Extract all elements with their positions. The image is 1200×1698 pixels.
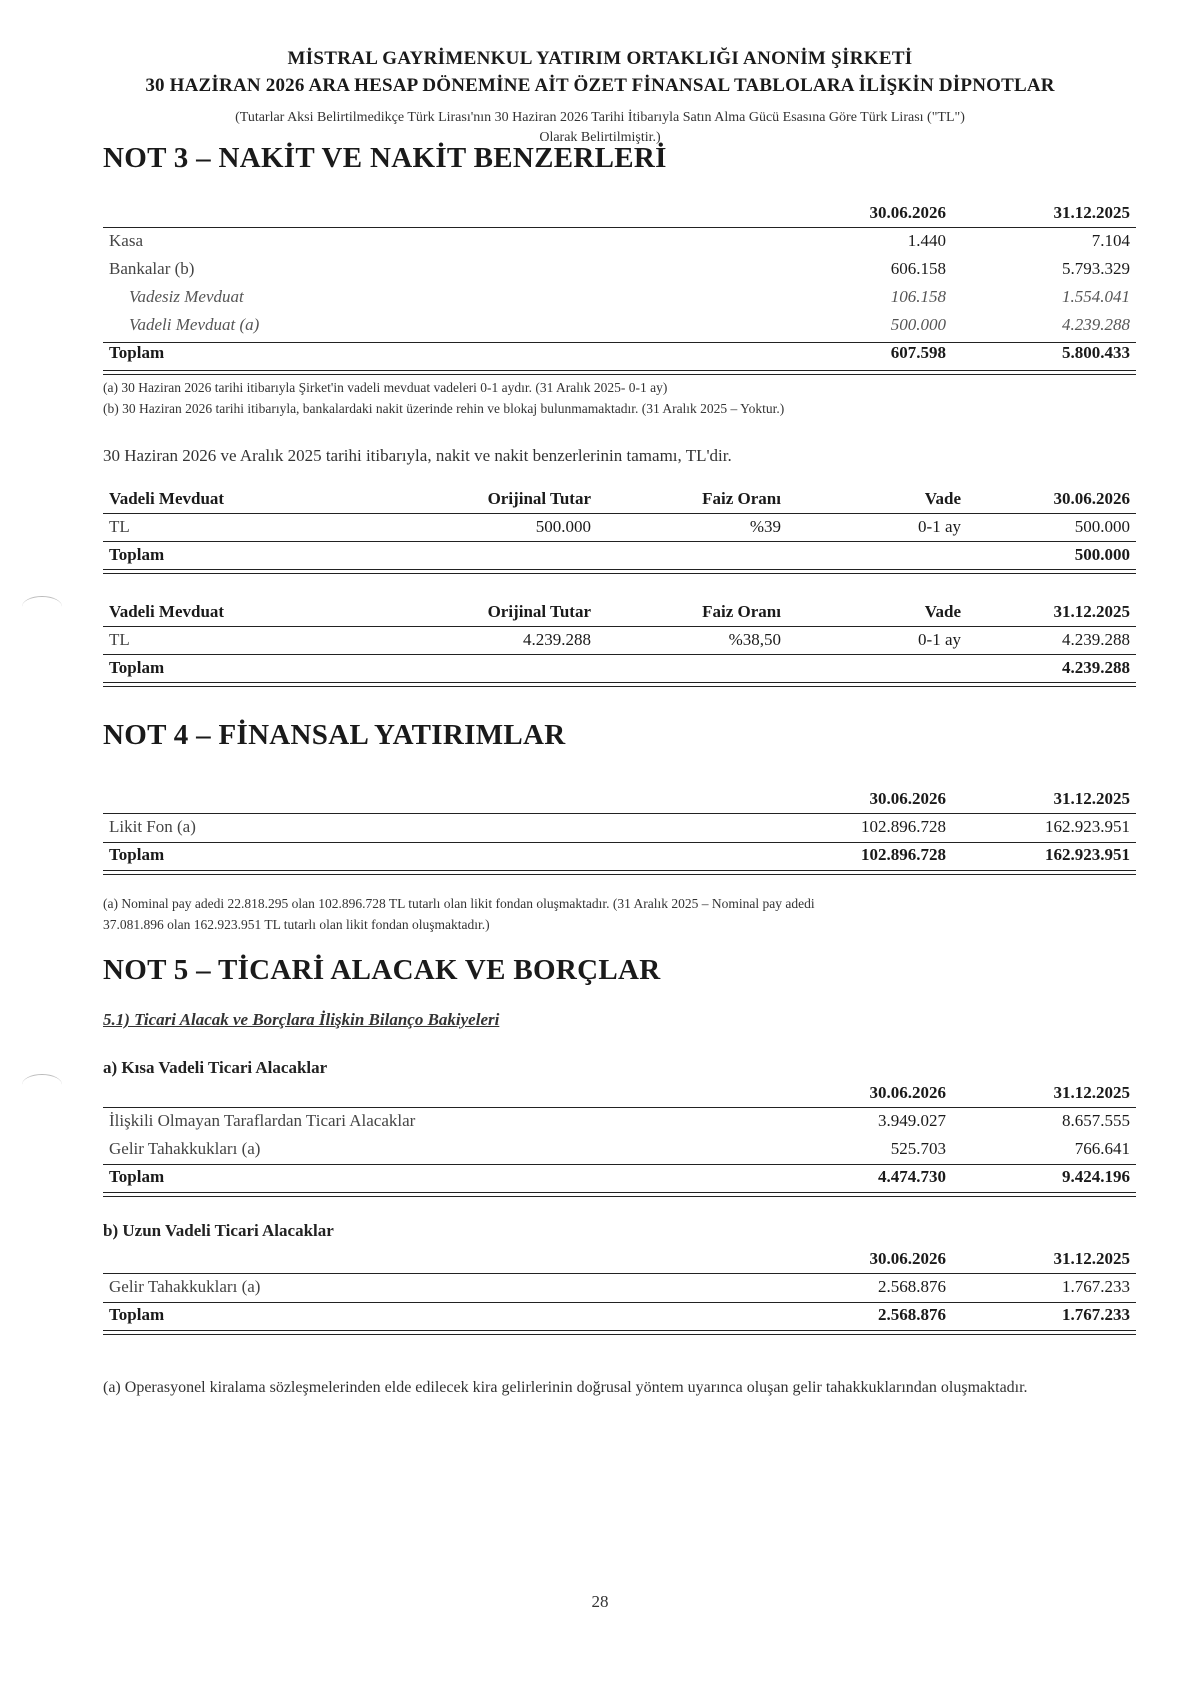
row-label: Vadesiz Mevduat bbox=[129, 287, 244, 306]
row-value: 5.793.329 bbox=[1062, 259, 1130, 278]
table-header-row bbox=[103, 786, 1136, 814]
double-rule bbox=[103, 870, 1136, 875]
short-term-heading: a) Kısa Vadeli Ticari Alacaklar bbox=[103, 1058, 328, 1077]
row-value: 0-1 ay bbox=[918, 517, 961, 536]
table-row bbox=[103, 1274, 1136, 1302]
column-header: 30.06.2026 bbox=[869, 1249, 946, 1268]
row-label: İlişkili Olmayan Taraflardan Ticari Alacaklar bbox=[109, 1111, 416, 1130]
column-header: Orijinal Tutar bbox=[487, 489, 591, 508]
row-value: 102.896.728 bbox=[861, 817, 946, 836]
total-row bbox=[103, 340, 1136, 368]
company-name: MİSTRAL GAYRİMENKUL YATIRIM ORTAKLIĞI ANONİM ŞİRKETİ bbox=[287, 48, 913, 69]
total-value: 2.568.876 bbox=[878, 1305, 946, 1324]
column-header: Vadeli Mevduat bbox=[109, 602, 225, 621]
deposit-table-2025 bbox=[103, 599, 1136, 683]
column-header: 30.06.2026 bbox=[869, 1083, 946, 1102]
total-label: Toplam bbox=[109, 1167, 165, 1186]
scan-mark bbox=[22, 1074, 62, 1095]
double-rule bbox=[103, 1330, 1136, 1335]
row-value: 2.568.876 bbox=[878, 1277, 946, 1296]
column-header: 30.06.2026 bbox=[869, 789, 946, 808]
column-header: 30.06.2026 bbox=[1053, 489, 1130, 508]
table-header-row bbox=[103, 1246, 1136, 1274]
footnote-b: (b) 30 Haziran 2026 tarihi itibarıyla, bankalardaki nakit üzerinde rehin ve blokaj bulunmamaktadır. (31 Aralık 2025 – Yoktur.) bbox=[103, 401, 785, 416]
page-number: 28 bbox=[591, 1592, 609, 1611]
total-row bbox=[103, 655, 1136, 683]
row-label: TL bbox=[109, 630, 130, 649]
total-value: 9.424.196 bbox=[1062, 1167, 1130, 1186]
column-header: Vade bbox=[924, 602, 961, 621]
column-header: Vade bbox=[924, 489, 961, 508]
table-row bbox=[103, 312, 1136, 340]
row-value: %39 bbox=[749, 517, 781, 536]
footnote-operating-lease: (a) Operasyonel kiralama sözleşmelerinden elde edilecek kira gelirlerinin doğrusal yöntem uyarınca oluşan gelir tahakkuklarından oluşmaktadır. bbox=[103, 1379, 1028, 1396]
row-value: 500.000 bbox=[535, 517, 591, 536]
total-row bbox=[103, 1164, 1136, 1192]
double-rule bbox=[103, 682, 1136, 687]
column-header: 30.06.2026 bbox=[869, 203, 946, 222]
scan-mark bbox=[22, 596, 62, 617]
row-value: 766.641 bbox=[1074, 1139, 1130, 1158]
total-value: 5.800.433 bbox=[1062, 343, 1130, 362]
column-header: 31.12.2025 bbox=[1053, 602, 1130, 621]
long-term-receivables-table bbox=[103, 1246, 1136, 1330]
total-row bbox=[103, 542, 1136, 570]
total-value: 102.896.728 bbox=[861, 845, 946, 864]
table-row bbox=[103, 627, 1136, 655]
column-header: Faiz Oranı bbox=[702, 602, 781, 621]
row-label: TL bbox=[109, 517, 130, 536]
cash-table bbox=[103, 200, 1136, 368]
row-value: 500.000 bbox=[890, 315, 946, 334]
table-row bbox=[103, 256, 1136, 284]
total-value: 1.767.233 bbox=[1062, 1305, 1130, 1324]
column-header: 31.12.2025 bbox=[1053, 203, 1130, 222]
table-row bbox=[103, 1136, 1136, 1164]
footnote-a: (a) 30 Haziran 2026 tarihi itibarıyla Şirket'in vadeli mevduat vadeleri 0-1 aydır. (31 Aralık 2025- 0-1 ay) bbox=[103, 380, 668, 395]
row-value: 1.440 bbox=[907, 231, 946, 250]
double-rule bbox=[103, 569, 1136, 574]
column-header: 31.12.2025 bbox=[1053, 1083, 1130, 1102]
total-label: Toplam bbox=[109, 845, 165, 864]
currency-paragraph: 30 Haziran 2026 ve Aralık 2025 tarihi itibarıyla, nakit ve nakit benzerlerinin tamamı, TL'dir. bbox=[103, 446, 732, 465]
deposit-table-2026 bbox=[103, 486, 1136, 570]
row-value: 500.000 bbox=[1074, 517, 1130, 536]
table-row bbox=[103, 284, 1136, 312]
table-header-row bbox=[103, 200, 1136, 228]
total-label: Toplam bbox=[109, 545, 165, 564]
long-term-heading: b) Uzun Vadeli Ticari Alacaklar bbox=[103, 1221, 334, 1240]
currency-note-line1: (Tutarlar Aksi Belirtilmedikçe Türk Lirası'nın 30 Haziran 2026 Tarihi İtibarıyla Satın Alma Gücü Esasına Göre Türk Lirası ("TL") bbox=[235, 110, 965, 125]
row-value: %38,50 bbox=[728, 630, 781, 649]
total-value: 4.239.288 bbox=[1062, 658, 1130, 677]
row-label: Kasa bbox=[109, 231, 143, 250]
row-label: Vadeli Mevduat (a) bbox=[129, 315, 260, 334]
subsection-title: 5.1) Ticari Alacak ve Borçlara İlişkin Bilanço Bakiyeleri bbox=[103, 1010, 500, 1029]
row-value: 606.158 bbox=[890, 259, 946, 278]
section-title-not4: NOT 4 – FİNANSAL YATIRIMLAR bbox=[103, 719, 566, 751]
row-value: 4.239.288 bbox=[523, 630, 591, 649]
column-header: Faiz Oranı bbox=[702, 489, 781, 508]
table-row bbox=[103, 228, 1136, 256]
row-value: 106.158 bbox=[890, 287, 946, 306]
row-label: Gelir Tahakkukları (a) bbox=[109, 1139, 261, 1158]
total-value: 607.598 bbox=[890, 343, 946, 362]
section-title-not5: NOT 5 – TİCARİ ALACAK VE BORÇLAR bbox=[103, 954, 661, 986]
total-label: Toplam bbox=[109, 1305, 165, 1324]
row-label: Likit Fon (a) bbox=[109, 817, 196, 836]
total-label: Toplam bbox=[109, 343, 165, 362]
total-value: 162.923.951 bbox=[1045, 845, 1130, 864]
document-title: 30 HAZİRAN 2026 ARA HESAP DÖNEMİNE AİT ÖZET FİNANSAL TABLOLARA İLİŞKİN DİPNOTLAR bbox=[145, 75, 1055, 96]
double-rule bbox=[103, 370, 1136, 375]
row-value: 1.767.233 bbox=[1062, 1277, 1130, 1296]
column-header: 31.12.2025 bbox=[1053, 1249, 1130, 1268]
currency-note-line2: Olarak Belirtilmiştir.) bbox=[539, 130, 661, 145]
row-label: Gelir Tahakkukları (a) bbox=[109, 1277, 261, 1296]
total-value: 500.000 bbox=[1074, 545, 1130, 564]
total-row bbox=[103, 842, 1136, 870]
row-value: 525.703 bbox=[890, 1139, 946, 1158]
section-title-not3: NOT 3 – NAKİT VE NAKİT BENZERLERİ bbox=[103, 142, 667, 174]
row-value: 4.239.288 bbox=[1062, 315, 1130, 334]
table-header-row bbox=[103, 486, 1136, 514]
double-rule bbox=[103, 1192, 1136, 1197]
row-label: Bankalar (b) bbox=[109, 259, 195, 278]
footnote-line1: (a) Nominal pay adedi 22.818.295 olan 102.896.728 TL tutarlı olan likit fondan oluşmaktadır. (31 Aralık 2025 – Nominal pay adedi bbox=[103, 896, 815, 911]
investments-table bbox=[103, 786, 1136, 870]
table-header-row bbox=[103, 1080, 1136, 1108]
footnote-line2: 37.081.896 olan 162.923.951 TL tutarlı olan likit fondan oluşmaktadır.) bbox=[103, 917, 490, 932]
table-row bbox=[103, 514, 1136, 542]
total-label: Toplam bbox=[109, 658, 165, 677]
row-value: 8.657.555 bbox=[1062, 1111, 1130, 1130]
total-row bbox=[103, 1302, 1136, 1330]
row-value: 3.949.027 bbox=[878, 1111, 946, 1130]
row-value: 1.554.041 bbox=[1062, 287, 1130, 306]
short-term-receivables-table bbox=[103, 1080, 1136, 1192]
table-row bbox=[103, 1108, 1136, 1136]
table-row bbox=[103, 814, 1136, 842]
column-header: 31.12.2025 bbox=[1053, 789, 1130, 808]
row-value: 4.239.288 bbox=[1062, 630, 1130, 649]
row-value: 162.923.951 bbox=[1045, 817, 1130, 836]
row-value: 0-1 ay bbox=[918, 630, 961, 649]
column-header: Orijinal Tutar bbox=[487, 602, 591, 621]
total-value: 4.474.730 bbox=[878, 1167, 946, 1186]
table-header-row bbox=[103, 599, 1136, 627]
column-header: Vadeli Mevduat bbox=[109, 489, 225, 508]
row-value: 7.104 bbox=[1091, 231, 1130, 250]
